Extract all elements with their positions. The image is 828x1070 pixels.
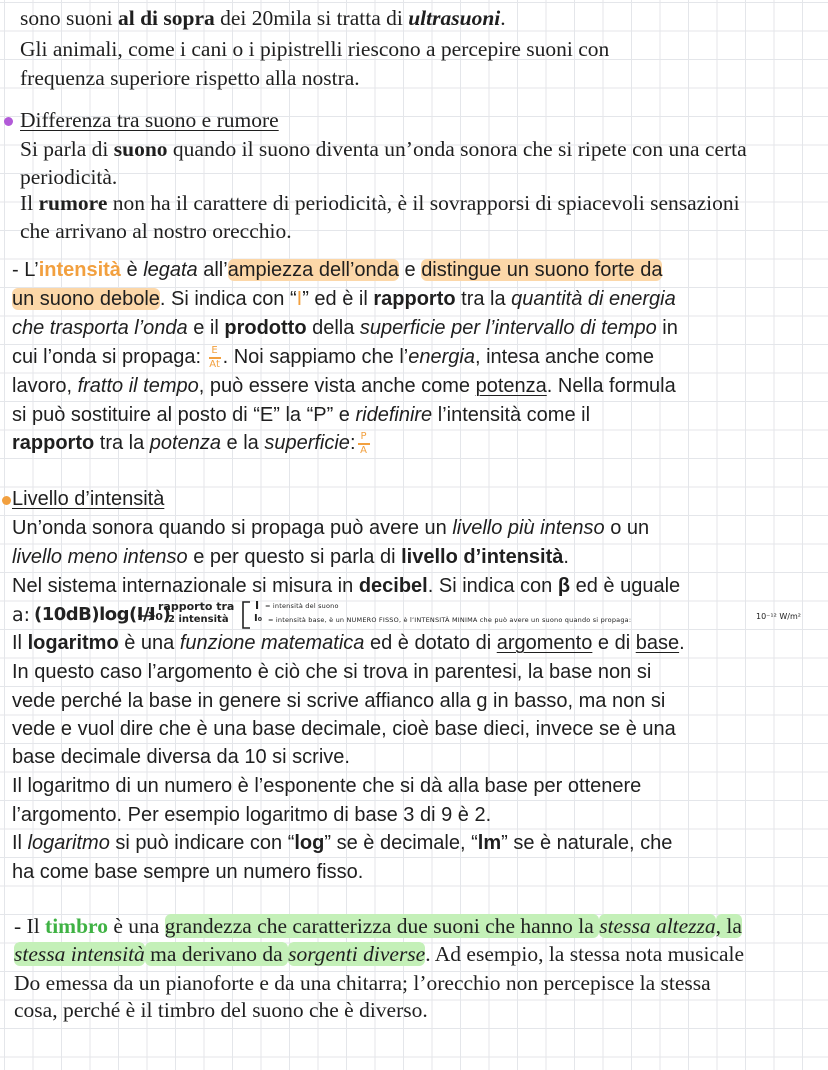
text-span: Il — [12, 832, 28, 854]
text-span: all’ — [197, 259, 228, 281]
formula-expression: (10dB)log(I/I₀) — [34, 604, 171, 625]
bold-term: logaritmo — [27, 632, 119, 654]
section-heading: Differenza tra suono e rumore — [20, 108, 279, 132]
formula-prefix: a: — [12, 604, 31, 626]
italic-term: che trasporta l’onda — [12, 317, 188, 339]
text-line — [20, 191, 740, 216]
symbol-i0-description: = intensità base, è un NUMERO FISSO, è l’INTENSITÀ MINIMA che può avere un suono quando si propaga: — [268, 616, 632, 624]
symbol-i-description: = intensità del suono — [265, 602, 339, 610]
text-span: . Ad esempio, la stessa nota musicale — [425, 942, 745, 966]
text-span: e la — [220, 432, 265, 455]
text-line — [12, 404, 590, 427]
italic-term: ridefinire — [355, 404, 433, 426]
text-span: cui l’onda si propaga: — [12, 346, 207, 369]
text-span: della — [306, 317, 360, 339]
text-line — [12, 317, 678, 340]
text-span: non ha il carattere di periodicità, è il sovrapporsi di spiacevoli sensazioni — [107, 191, 740, 215]
text-line — [20, 137, 747, 162]
highlight: un suono debole — [12, 288, 160, 310]
text-span: quando il suono diventa un’onda sonora che si ripete con una certa — [167, 137, 747, 161]
text-span: , può essere vista anche come — [198, 375, 476, 397]
italic-term: quantità di energia — [511, 288, 676, 310]
highlight-italic: stessa altezza — [599, 914, 716, 938]
italic-term: legata — [143, 259, 198, 281]
key-term: intensità — [38, 259, 121, 281]
text-span: : — [349, 432, 356, 455]
text-span: - L’ — [12, 259, 39, 281]
text-line: ha come base sempre un numero fisso. — [12, 861, 364, 883]
text-line — [12, 432, 372, 456]
symbol: I — [296, 288, 303, 310]
bold-term: al di sopra — [117, 6, 215, 30]
bold-term: livello d’intensità — [401, 546, 564, 568]
italic-term: superficie — [264, 432, 350, 455]
beta-symbol: β — [557, 575, 571, 597]
symbol-i: I — [255, 599, 260, 612]
text-line: periodicità. — [20, 165, 118, 189]
minimum-intensity-value: 10⁻¹² W/m² — [756, 612, 801, 621]
fraction-p-over-a — [358, 432, 370, 456]
bold-term: rapporto — [373, 288, 456, 310]
text-span: lavoro, — [12, 375, 78, 397]
text-span: . Nella formula — [546, 375, 676, 397]
text-span: . Noi sappiamo che l’ — [222, 346, 409, 369]
bullet-icon — [2, 496, 11, 505]
text-span: Nel sistema internazionale si misura in — [12, 575, 359, 597]
text-line — [12, 832, 672, 855]
text-line: Gli animali, come i cani o i pipistrelli riescono a percepire suoni con — [20, 37, 610, 61]
text-line — [12, 546, 569, 569]
text-span: dei 20mila si tratta di — [214, 6, 409, 30]
fraction-numerator: P — [360, 431, 367, 442]
italic-term: livello meno intenso — [12, 546, 188, 568]
text-span: . — [679, 632, 685, 654]
highlight-italic: sorgenti diverse — [288, 942, 426, 966]
underlined-term: potenza — [475, 375, 547, 397]
text-span: ” se è decimale, “ — [324, 832, 478, 854]
text-span: Il — [12, 632, 28, 654]
text-span: . — [563, 546, 569, 568]
text-span: , intesa anche come — [474, 346, 654, 369]
text-line: vede e vuol dire che è una base decimale, cioè base dieci, invece se è una — [12, 718, 676, 740]
highlight: ampiezza dell’onda — [227, 259, 399, 281]
text-span: tra la — [94, 432, 150, 455]
text-span: si può sostituire al posto di “E” la “P” e — [12, 404, 356, 426]
italic-term: fratto il tempo — [77, 375, 199, 397]
italic-term: logaritmo — [27, 832, 110, 854]
text-span: Il — [20, 191, 39, 215]
text-line — [14, 914, 742, 939]
bold-term: prodotto — [224, 317, 307, 339]
fraction-numerator: E — [211, 345, 218, 356]
bold-term: log — [294, 832, 325, 854]
text-span: . Si indica con — [427, 575, 558, 597]
italic-term: superficie per l’intervallo di tempo — [359, 317, 657, 339]
text-span: l’intensità come il — [432, 404, 591, 426]
text-span: è una — [107, 914, 165, 938]
text-span: e per questo si parla di — [187, 546, 402, 568]
text-line: In questo caso l’argomento è ciò che si trova in parentesi, la base non si — [12, 661, 652, 683]
italic-term: livello più intenso — [452, 517, 605, 539]
key-term: timbro — [45, 914, 108, 938]
bullet-icon — [4, 117, 13, 126]
text-line — [14, 942, 744, 967]
bold-term: lm — [477, 832, 502, 854]
highlight: ma derivano da — [144, 942, 289, 966]
text-line: che arrivano al nostro orecchio. — [20, 219, 292, 243]
italic-term: energia — [408, 346, 475, 369]
text-line — [12, 575, 680, 598]
text-span: . Si indica con “ — [159, 288, 297, 310]
text-span: in — [656, 317, 678, 339]
text-line — [12, 375, 676, 398]
text-span: ” ed è il — [302, 288, 374, 310]
text-line — [12, 517, 649, 540]
fraction-denominator: A — [360, 444, 367, 456]
text-line: frequenza superiore rispetto alla nostra. — [20, 66, 360, 90]
text-span: e di — [592, 632, 636, 654]
symbol-i0: I₀ — [254, 613, 263, 624]
fraction-e-over-at — [209, 346, 221, 370]
text-line: Do emessa da un pianoforte e da una chitarra; l’orecchio non percepisce la stessa — [14, 971, 711, 995]
text-line — [20, 6, 506, 31]
arrow-label-bottom: 2 intensità — [168, 614, 229, 625]
text-span: e il — [187, 317, 225, 339]
italic-term: potenza — [149, 432, 221, 455]
highlight-italic: stessa intensità — [14, 942, 145, 966]
text-span: si può indicare con “ — [109, 832, 295, 854]
bold-italic-term: ultrasuoni — [408, 6, 501, 30]
text-line: cosa, perché è il timbro del suono che è diverso. — [14, 998, 428, 1022]
text-span: sono suoni — [20, 6, 118, 30]
text-span: Si parla di — [20, 137, 114, 161]
underlined-term: argomento — [496, 632, 593, 654]
bracket-icon — [241, 600, 251, 630]
text-line — [12, 346, 654, 370]
highlight: , la — [715, 914, 742, 938]
text-span: ed è uguale — [570, 575, 681, 597]
text-line — [12, 288, 676, 311]
text-span: - Il — [14, 914, 46, 938]
arrow-label-top: rapporto tra — [158, 600, 235, 613]
text-line: base decimale diversa da 10 si scrive. — [12, 746, 350, 768]
bold-term: decibel — [358, 575, 428, 597]
text-line — [12, 259, 662, 282]
text-line: l’argomento. Per esempio logaritmo di base 3 di 9 è 2. — [12, 804, 492, 826]
text-span: tra la — [455, 288, 512, 310]
text-span: è una — [118, 632, 180, 654]
text-span: . — [500, 6, 506, 30]
text-span: ed è dotato di — [364, 632, 497, 654]
bold-term: suono — [113, 137, 168, 161]
text-line: Il logaritmo di un numero è l’esponente che si dà alla base per ottenere — [12, 775, 642, 797]
highlight: distingue un suono forte da — [421, 259, 663, 281]
handwritten-formula — [0, 598, 828, 632]
text-span: ” se è naturale, che — [501, 832, 673, 854]
fraction-denominator: At — [209, 358, 220, 370]
bold-term: rapporto — [12, 432, 95, 455]
section-heading: Livello d’intensità — [12, 488, 165, 510]
text-span: e — [398, 259, 422, 281]
highlight: grandezza che caratterizza due suoni che hanno la — [164, 914, 600, 938]
text-span: è — [120, 259, 144, 281]
underlined-term: base — [635, 632, 680, 654]
italic-term: funzione matematica — [179, 632, 365, 654]
bold-term: rumore — [38, 191, 108, 215]
text-line — [12, 632, 685, 655]
text-span: Un’onda sonora quando si propaga può avere un — [12, 517, 453, 539]
text-span: o un — [604, 517, 650, 539]
text-line: vede perché la base in genere si scrive affianco alla g in basso, ma non si — [12, 690, 666, 712]
arrow-icon — [138, 606, 158, 626]
